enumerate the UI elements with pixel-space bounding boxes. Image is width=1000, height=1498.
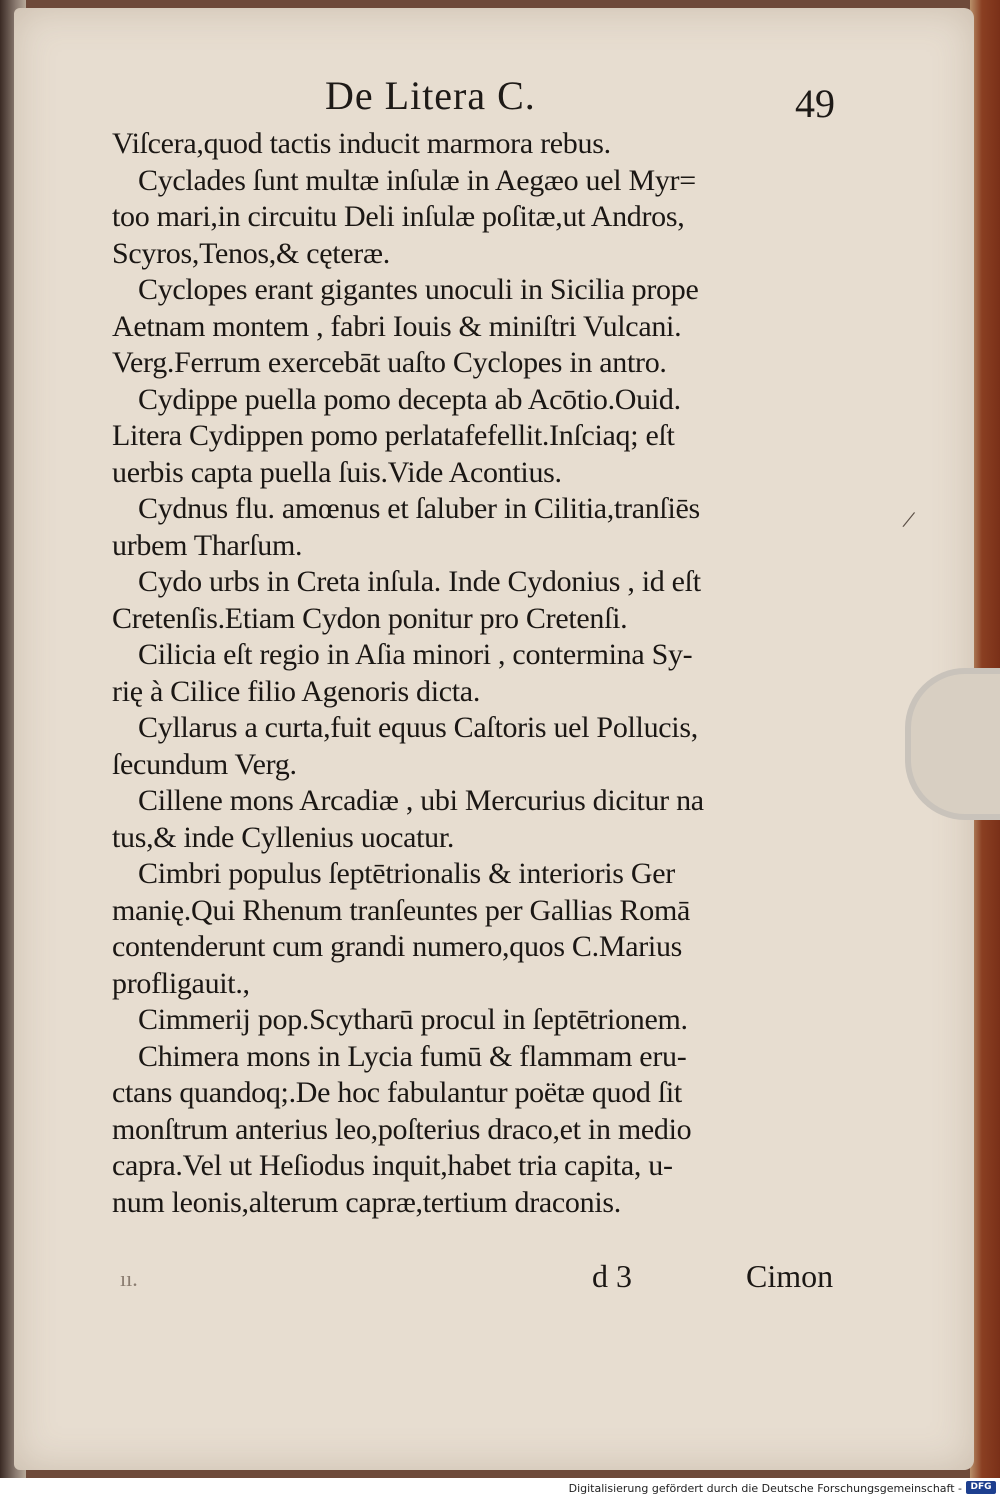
text-line: capra.Vel ut Heſiodus inquit,habet tria capita, u- [112, 1149, 673, 1182]
text-line: too mari,in circuitu Deli inſulæ poſitæ,ut Andros, [112, 200, 685, 233]
text-line: ſecundum Verg. [112, 747, 297, 781]
credit-text: Digitalisierung gefördert durch die Deutsche Forschungsgemeinschaft - [568, 1482, 962, 1495]
text-line: contenderunt cum grandi numero,quos C.Marius [112, 930, 683, 963]
footer-left-mark: ıı. [120, 1266, 138, 1291]
text-line: Cillene mons Arcadiæ , ubi Mercurius dicitur na [138, 784, 704, 817]
book-clasp [905, 668, 1000, 820]
text-line: Chimera mons in Lycia fumū & flammam eru- [138, 1039, 687, 1073]
dfg-logo[interactable]: DFG [966, 1481, 996, 1494]
page-header [0, 72, 1000, 132]
text-line: ctans quandoq;.De hoc fabulantur poëtæ quod ſit [112, 1076, 682, 1109]
text-line: monſtrum anterius leo,poſterius draco,et in medio [112, 1112, 692, 1146]
text-line: num leonis,alterum capræ,tertium draconis. [112, 1185, 621, 1219]
text-line: profligauit., [112, 966, 250, 1000]
text-line: Cydnus flu. amœnus et ſaluber in Cilitia,tranſiēs [138, 492, 700, 525]
text-line: Cyclades ſunt multæ inſulæ in Aegæo uel Myr= [138, 163, 696, 197]
margin-mark: / [900, 504, 918, 535]
text-line: Aetnam montem , fabri Iouis & miniſtri Vulcani. [112, 309, 682, 343]
text-line: tus,& inde Cyllenius uocatur. [112, 820, 455, 854]
credit-bar [0, 1478, 1000, 1498]
text-line: Viſcera,quod tactis inducit marmora rebus. [112, 127, 611, 160]
text-line: Verg.Ferrum exercebāt uaſto Cyclopes in antro. [112, 346, 667, 379]
text-line: uerbis capta puella ſuis.Vide Acontius. [112, 455, 562, 489]
text-line: Cyllarus a curta,fuit equus Caſtoris uel Pollucis, [138, 711, 698, 744]
signature-mark: d 3 [592, 1258, 632, 1294]
text-line: Cimbri populus ſeptētrionalis & interioris Ger [138, 857, 675, 890]
text-line: Cydippe puella pomo decepta ab Acōtio.Ouid. [138, 382, 681, 416]
text-line: Litera Cydippen pomo perlatafefellit.Inſciaq; eſt [112, 419, 675, 452]
page-footer [0, 1258, 1000, 1308]
catchword: Cimon [746, 1258, 834, 1294]
text-line: Cimmerij pop.Scytharū procul in ſeptētrionem. [138, 1003, 688, 1036]
text-line: Cretenſis.Etiam Cydon ponitur pro Cretenſi. [112, 601, 628, 635]
text-line: Cyclopes erant gigantes unoculi in Sicilia prope [138, 273, 699, 306]
page-number: 49 [795, 81, 835, 126]
text-line: urbem Tharſum. [112, 528, 303, 562]
text-line: Cydo urbs in Creta inſula. Inde Cydonius , id eſt [138, 565, 701, 598]
text-line: manię.Qui Rhenum tranſeuntes per Gallias Romā [112, 893, 691, 927]
text-block [112, 126, 862, 1221]
running-head: De Litera C. [325, 73, 536, 118]
text-line: Cilicia eſt regio in Aſia minori , contermina Sy- [138, 638, 693, 671]
text-line: Scyros,Tenos,& cęteræ. [112, 236, 390, 270]
text-line: rię à Cilice filio Agenoris dicta. [112, 674, 481, 708]
